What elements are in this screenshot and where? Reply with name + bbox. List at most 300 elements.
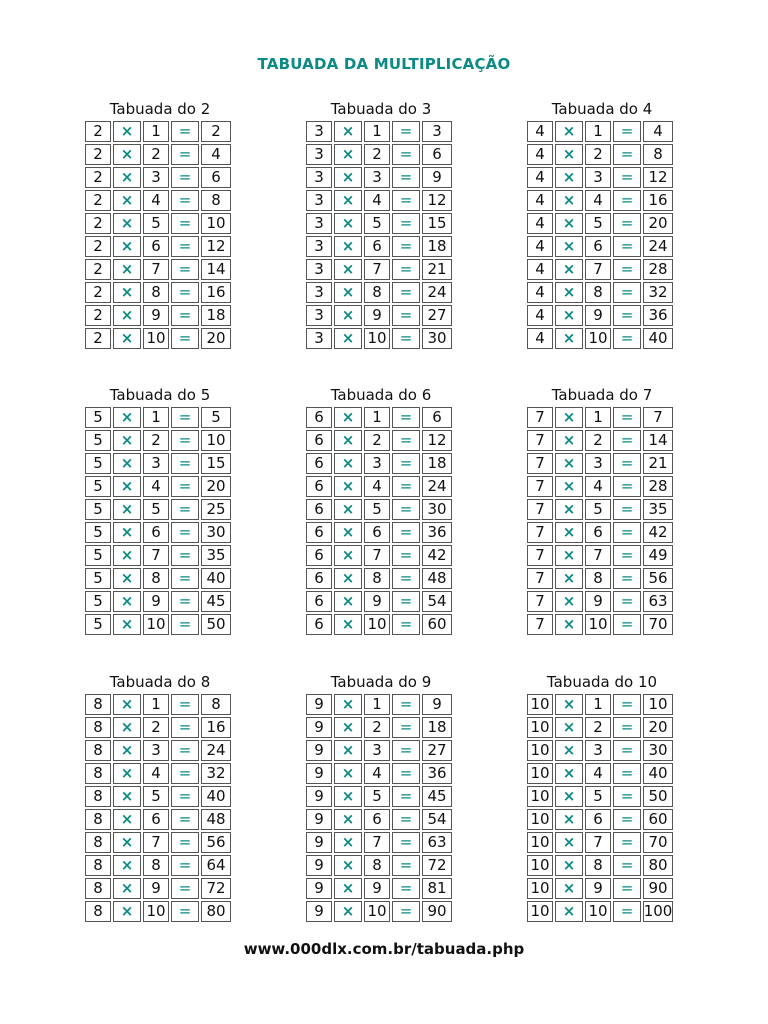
table-row xyxy=(305,808,457,831)
times-sign: × xyxy=(555,614,583,635)
result-cell: 36 xyxy=(422,522,452,543)
multiplicand-cell: 5 xyxy=(85,430,111,451)
multiplier-cell: 5 xyxy=(143,213,169,234)
result-cell: 24 xyxy=(643,236,673,257)
table-row xyxy=(526,716,678,739)
equals-sign: = xyxy=(613,167,641,188)
footer-url[interactable]: www.000dlx.com.br/tabuada.php xyxy=(243,940,525,958)
multiplicand-cell: 6 xyxy=(306,476,332,497)
table-row xyxy=(305,762,457,785)
multiplicand-cell: 10 xyxy=(527,763,553,784)
table-row xyxy=(305,429,457,452)
table-heading: Tabuada do 6 xyxy=(330,386,432,404)
result-cell: 7 xyxy=(643,407,673,428)
table-row xyxy=(305,327,457,350)
equals-sign: = xyxy=(613,190,641,211)
times-sign: × xyxy=(113,614,141,635)
result-cell: 10 xyxy=(201,213,231,234)
multiplicand-cell: 6 xyxy=(306,407,332,428)
times-sign: × xyxy=(113,878,141,899)
result-cell: 90 xyxy=(643,878,673,899)
equals-sign: = xyxy=(613,236,641,257)
result-cell: 16 xyxy=(643,190,673,211)
result-cell: 54 xyxy=(422,809,452,830)
times-sign: × xyxy=(334,568,362,589)
table-row xyxy=(84,327,236,350)
multiplier-cell: 9 xyxy=(143,878,169,899)
table-row xyxy=(84,498,236,521)
equals-sign: = xyxy=(171,476,199,497)
result-cell: 40 xyxy=(643,763,673,784)
times-sign: × xyxy=(555,786,583,807)
result-cell: 5 xyxy=(201,407,231,428)
equals-sign: = xyxy=(613,614,641,635)
table-row xyxy=(305,304,457,327)
equals-sign: = xyxy=(392,305,420,326)
table-heading: Tabuada do 5 xyxy=(109,386,211,404)
multiplier-cell: 7 xyxy=(585,259,611,280)
result-cell: 30 xyxy=(422,499,452,520)
multiplier-cell: 5 xyxy=(143,499,169,520)
equals-sign: = xyxy=(613,430,641,451)
multiplier-cell: 9 xyxy=(585,305,611,326)
multiplicand-cell: 5 xyxy=(85,476,111,497)
times-sign: × xyxy=(334,305,362,326)
multiplicand-cell: 3 xyxy=(306,144,332,165)
times-sign: × xyxy=(334,832,362,853)
table-row xyxy=(84,831,236,854)
equals-sign: = xyxy=(613,522,641,543)
multiplier-cell: 3 xyxy=(364,453,390,474)
multiplier-cell: 5 xyxy=(585,213,611,234)
equals-sign: = xyxy=(392,717,420,738)
table-heading: Tabuada do 9 xyxy=(330,673,432,691)
multiplicand-cell: 4 xyxy=(527,121,553,142)
multiplicand-cell: 8 xyxy=(85,740,111,761)
multiplier-cell: 10 xyxy=(585,328,611,349)
result-cell: 80 xyxy=(643,855,673,876)
equals-sign: = xyxy=(392,568,420,589)
times-sign: × xyxy=(113,545,141,566)
table-row xyxy=(526,808,678,831)
multiplier-cell: 2 xyxy=(364,430,390,451)
multiplicand-cell: 4 xyxy=(527,167,553,188)
times-sign: × xyxy=(334,407,362,428)
table-row xyxy=(305,590,457,613)
times-sign: × xyxy=(334,236,362,257)
multiplicand-cell: 3 xyxy=(306,305,332,326)
table-row xyxy=(84,590,236,613)
equals-sign: = xyxy=(392,407,420,428)
times-sign: × xyxy=(334,453,362,474)
multiplicand-cell: 4 xyxy=(527,213,553,234)
multiplicand-cell: 7 xyxy=(527,453,553,474)
multiplicand-cell: 3 xyxy=(306,236,332,257)
multiplicand-cell: 8 xyxy=(85,786,111,807)
multiplicand-cell: 4 xyxy=(527,328,553,349)
equals-sign: = xyxy=(613,144,641,165)
multiplier-cell: 1 xyxy=(364,407,390,428)
result-cell: 4 xyxy=(201,144,231,165)
times-sign: × xyxy=(555,832,583,853)
result-cell: 8 xyxy=(643,144,673,165)
table-row xyxy=(84,258,236,281)
multiplicand-cell: 8 xyxy=(85,901,111,922)
result-cell: 60 xyxy=(422,614,452,635)
equals-sign: = xyxy=(613,591,641,612)
result-cell: 32 xyxy=(201,763,231,784)
equals-sign: = xyxy=(392,809,420,830)
multiplicand-cell: 5 xyxy=(85,453,111,474)
multiplicand-cell: 4 xyxy=(527,259,553,280)
multiplicand-cell: 3 xyxy=(306,190,332,211)
result-cell: 63 xyxy=(643,591,673,612)
multiplier-cell: 5 xyxy=(143,786,169,807)
multiplicand-cell: 7 xyxy=(527,522,553,543)
times-sign: × xyxy=(555,259,583,280)
equals-sign: = xyxy=(171,591,199,612)
table-row xyxy=(84,452,236,475)
multiplicand-cell: 6 xyxy=(306,430,332,451)
result-cell: 20 xyxy=(643,717,673,738)
times-sign: × xyxy=(555,305,583,326)
result-cell: 21 xyxy=(643,453,673,474)
equals-sign: = xyxy=(171,499,199,520)
table-row xyxy=(526,693,678,716)
table-row xyxy=(84,281,236,304)
table-row xyxy=(84,877,236,900)
result-cell: 16 xyxy=(201,717,231,738)
equals-sign: = xyxy=(171,786,199,807)
times-table xyxy=(84,386,236,636)
multiplicand-cell: 5 xyxy=(85,407,111,428)
table-row xyxy=(305,693,457,716)
equals-sign: = xyxy=(392,328,420,349)
multiplicand-cell: 2 xyxy=(85,190,111,211)
times-sign: × xyxy=(113,809,141,830)
table-row xyxy=(526,762,678,785)
table-row xyxy=(526,304,678,327)
equals-sign: = xyxy=(171,167,199,188)
multiplier-cell: 9 xyxy=(364,878,390,899)
multiplicand-cell: 9 xyxy=(306,694,332,715)
times-sign: × xyxy=(334,717,362,738)
result-cell: 28 xyxy=(643,476,673,497)
multiplicand-cell: 8 xyxy=(85,832,111,853)
times-table xyxy=(526,100,678,350)
multiplier-cell: 9 xyxy=(143,305,169,326)
multiplier-cell: 8 xyxy=(364,282,390,303)
multiplier-cell: 4 xyxy=(143,763,169,784)
result-cell: 36 xyxy=(422,763,452,784)
times-sign: × xyxy=(555,282,583,303)
result-cell: 72 xyxy=(422,855,452,876)
result-cell: 8 xyxy=(201,694,231,715)
result-cell: 30 xyxy=(643,740,673,761)
equals-sign: = xyxy=(613,213,641,234)
multiplier-cell: 4 xyxy=(364,476,390,497)
times-sign: × xyxy=(555,763,583,784)
result-cell: 25 xyxy=(201,499,231,520)
multiplicand-cell: 3 xyxy=(306,167,332,188)
times-sign: × xyxy=(113,167,141,188)
equals-sign: = xyxy=(392,522,420,543)
table-row xyxy=(305,900,457,923)
equals-sign: = xyxy=(392,236,420,257)
multiplicand-cell: 7 xyxy=(527,614,553,635)
table-row xyxy=(305,166,457,189)
result-cell: 12 xyxy=(422,190,452,211)
times-sign: × xyxy=(113,407,141,428)
result-cell: 18 xyxy=(422,453,452,474)
multiplicand-cell: 5 xyxy=(85,614,111,635)
multiplicand-cell: 10 xyxy=(527,878,553,899)
equals-sign: = xyxy=(171,453,199,474)
equals-sign: = xyxy=(392,614,420,635)
times-sign: × xyxy=(555,545,583,566)
multiplier-cell: 1 xyxy=(143,694,169,715)
equals-sign: = xyxy=(613,476,641,497)
equals-sign: = xyxy=(171,213,199,234)
table-row xyxy=(526,854,678,877)
equals-sign: = xyxy=(392,213,420,234)
times-sign: × xyxy=(113,855,141,876)
times-sign: × xyxy=(113,305,141,326)
times-sign: × xyxy=(113,213,141,234)
equals-sign: = xyxy=(392,144,420,165)
equals-sign: = xyxy=(171,740,199,761)
result-cell: 54 xyxy=(422,591,452,612)
times-sign: × xyxy=(555,236,583,257)
times-sign: × xyxy=(555,476,583,497)
multiplicand-cell: 9 xyxy=(306,832,332,853)
table-row xyxy=(84,475,236,498)
multiplier-cell: 2 xyxy=(143,144,169,165)
multiplier-cell: 2 xyxy=(364,717,390,738)
multiplier-cell: 6 xyxy=(143,522,169,543)
multiplier-cell: 1 xyxy=(585,694,611,715)
table-row xyxy=(84,693,236,716)
table-row xyxy=(84,613,236,636)
times-sign: × xyxy=(555,190,583,211)
times-sign: × xyxy=(555,407,583,428)
multiplier-cell: 2 xyxy=(585,717,611,738)
result-cell: 15 xyxy=(201,453,231,474)
table-row xyxy=(305,498,457,521)
multiplier-cell: 2 xyxy=(585,430,611,451)
result-cell: 49 xyxy=(643,545,673,566)
table-row xyxy=(526,429,678,452)
times-sign: × xyxy=(555,878,583,899)
multiplicand-cell: 6 xyxy=(306,568,332,589)
equals-sign: = xyxy=(613,855,641,876)
multiplicand-cell: 7 xyxy=(527,545,553,566)
times-sign: × xyxy=(113,740,141,761)
multiplier-cell: 10 xyxy=(143,901,169,922)
equals-sign: = xyxy=(613,282,641,303)
result-cell: 24 xyxy=(422,476,452,497)
equals-sign: = xyxy=(171,878,199,899)
result-cell: 4 xyxy=(643,121,673,142)
equals-sign: = xyxy=(392,499,420,520)
times-sign: × xyxy=(113,144,141,165)
equals-sign: = xyxy=(392,476,420,497)
multiplier-cell: 4 xyxy=(585,476,611,497)
result-cell: 28 xyxy=(643,259,673,280)
table-row xyxy=(305,854,457,877)
times-sign: × xyxy=(113,190,141,211)
multiplier-cell: 3 xyxy=(585,167,611,188)
multiplier-cell: 6 xyxy=(585,522,611,543)
table-row xyxy=(526,189,678,212)
multiplicand-cell: 9 xyxy=(306,786,332,807)
table-row xyxy=(305,716,457,739)
multiplier-cell: 8 xyxy=(364,568,390,589)
table-row xyxy=(305,877,457,900)
result-cell: 63 xyxy=(422,832,452,853)
times-table xyxy=(305,100,457,350)
multiplicand-cell: 3 xyxy=(306,213,332,234)
multiplier-cell: 8 xyxy=(585,855,611,876)
multiplicand-cell: 8 xyxy=(85,694,111,715)
multiplier-cell: 4 xyxy=(364,763,390,784)
table-row xyxy=(84,785,236,808)
multiplier-cell: 7 xyxy=(585,545,611,566)
equals-sign: = xyxy=(613,545,641,566)
times-sign: × xyxy=(113,522,141,543)
equals-sign: = xyxy=(613,786,641,807)
multiplicand-cell: 6 xyxy=(306,522,332,543)
result-cell: 56 xyxy=(201,832,231,853)
equals-sign: = xyxy=(171,545,199,566)
multiplier-cell: 1 xyxy=(585,407,611,428)
times-sign: × xyxy=(113,591,141,612)
result-cell: 20 xyxy=(201,328,231,349)
multiplicand-cell: 3 xyxy=(306,259,332,280)
equals-sign: = xyxy=(392,855,420,876)
table-row xyxy=(526,831,678,854)
multiplier-cell: 6 xyxy=(585,236,611,257)
multiplicand-cell: 3 xyxy=(306,121,332,142)
result-cell: 36 xyxy=(643,305,673,326)
result-cell: 18 xyxy=(422,236,452,257)
multiplier-cell: 6 xyxy=(364,522,390,543)
table-row xyxy=(526,567,678,590)
table-row xyxy=(526,544,678,567)
times-sign: × xyxy=(334,259,362,280)
table-row xyxy=(84,166,236,189)
times-sign: × xyxy=(113,717,141,738)
table-heading: Tabuada do 2 xyxy=(109,100,211,118)
table-row xyxy=(84,854,236,877)
table-row xyxy=(84,739,236,762)
times-sign: × xyxy=(113,763,141,784)
equals-sign: = xyxy=(392,591,420,612)
equals-sign: = xyxy=(392,694,420,715)
multiplicand-cell: 7 xyxy=(527,430,553,451)
equals-sign: = xyxy=(171,144,199,165)
multiplicand-cell: 3 xyxy=(306,328,332,349)
times-sign: × xyxy=(334,809,362,830)
result-cell: 48 xyxy=(422,568,452,589)
multiplier-cell: 4 xyxy=(585,763,611,784)
multiplier-cell: 8 xyxy=(585,282,611,303)
multiplicand-cell: 4 xyxy=(527,144,553,165)
table-row xyxy=(305,281,457,304)
multiplicand-cell: 4 xyxy=(527,305,553,326)
times-sign: × xyxy=(334,878,362,899)
table-row xyxy=(305,739,457,762)
result-cell: 20 xyxy=(643,213,673,234)
multiplier-cell: 4 xyxy=(364,190,390,211)
times-sign: × xyxy=(113,282,141,303)
result-cell: 3 xyxy=(422,121,452,142)
times-sign: × xyxy=(334,430,362,451)
equals-sign: = xyxy=(392,282,420,303)
table-row xyxy=(526,475,678,498)
table-row xyxy=(84,762,236,785)
times-sign: × xyxy=(113,499,141,520)
result-cell: 8 xyxy=(201,190,231,211)
multiplier-cell: 5 xyxy=(585,786,611,807)
multiplier-cell: 8 xyxy=(364,855,390,876)
multiplier-cell: 3 xyxy=(143,453,169,474)
table-row xyxy=(526,143,678,166)
table-row xyxy=(526,166,678,189)
result-cell: 80 xyxy=(201,901,231,922)
multiplicand-cell: 6 xyxy=(306,453,332,474)
multiplicand-cell: 9 xyxy=(306,855,332,876)
multiplier-cell: 8 xyxy=(143,568,169,589)
multiplier-cell: 6 xyxy=(364,236,390,257)
times-sign: × xyxy=(334,522,362,543)
multiplier-cell: 10 xyxy=(364,328,390,349)
result-cell: 20 xyxy=(201,476,231,497)
table-row xyxy=(84,235,236,258)
times-sign: × xyxy=(555,740,583,761)
result-cell: 81 xyxy=(422,878,452,899)
times-sign: × xyxy=(113,259,141,280)
multiplier-cell: 1 xyxy=(143,407,169,428)
equals-sign: = xyxy=(171,282,199,303)
table-row xyxy=(305,544,457,567)
table-row xyxy=(526,590,678,613)
multiplier-cell: 6 xyxy=(143,236,169,257)
equals-sign: = xyxy=(171,121,199,142)
result-cell: 35 xyxy=(643,499,673,520)
table-row xyxy=(84,143,236,166)
table-row xyxy=(305,831,457,854)
multiplicand-cell: 9 xyxy=(306,809,332,830)
table-heading: Tabuada do 8 xyxy=(109,673,211,691)
multiplier-cell: 7 xyxy=(143,545,169,566)
equals-sign: = xyxy=(392,763,420,784)
table-row xyxy=(84,808,236,831)
multiplier-cell: 10 xyxy=(364,614,390,635)
multiplicand-cell: 2 xyxy=(85,305,111,326)
table-row xyxy=(84,429,236,452)
equals-sign: = xyxy=(613,740,641,761)
equals-sign: = xyxy=(171,717,199,738)
table-row xyxy=(305,613,457,636)
table-row xyxy=(305,406,457,429)
times-sign: × xyxy=(334,763,362,784)
multiplicand-cell: 8 xyxy=(85,809,111,830)
table-row xyxy=(84,120,236,143)
result-cell: 64 xyxy=(201,855,231,876)
multiplicand-cell: 2 xyxy=(85,144,111,165)
equals-sign: = xyxy=(392,190,420,211)
